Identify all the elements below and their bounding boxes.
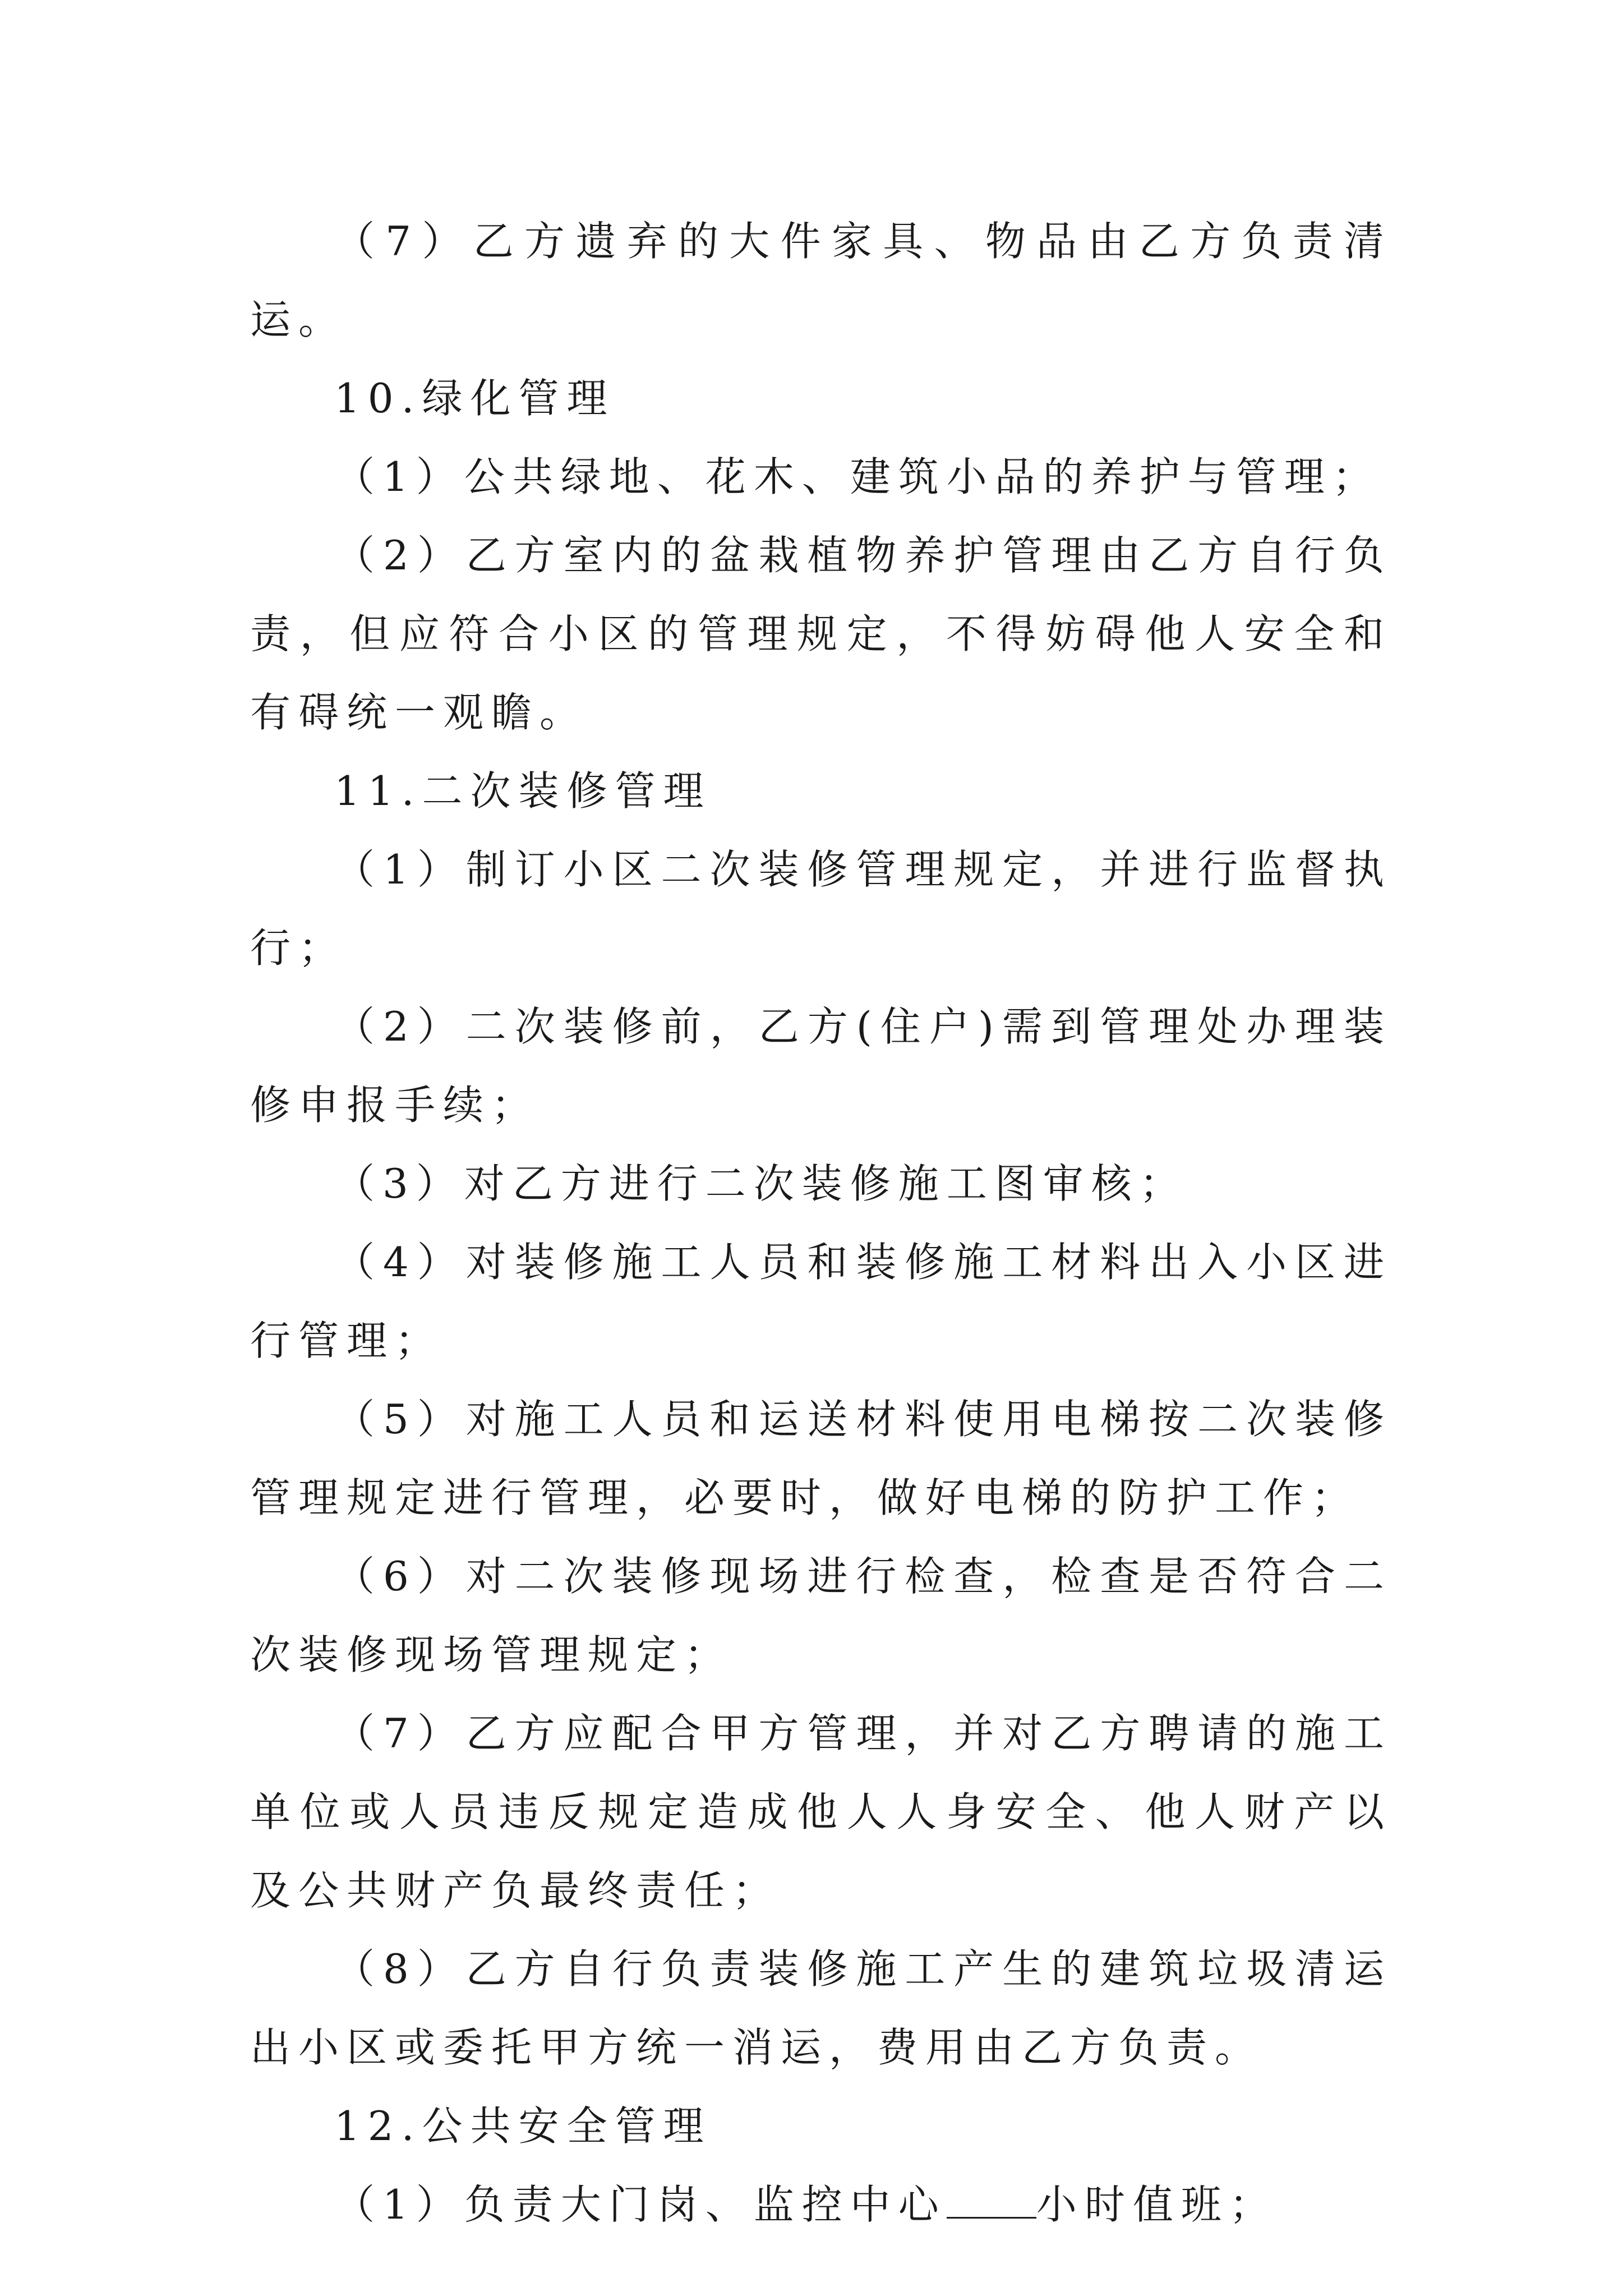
clause-paragraph: （1）公共绿地、花木、建筑小品的养护与管理； (334, 453, 1381, 500)
document-body (250, 202, 1392, 2244)
clause-paragraph: （1）制订小区二次装修管理规定，并进行监督执行； (250, 846, 1392, 972)
clause-paragraph: （3）对乙方进行二次装修施工图审核； (334, 1160, 1188, 1207)
clause-paragraph: （7）乙方应配合甲方管理，并对乙方聘请的施工单位或人员违反规定造成他人人身安全、他人财产以及公共财产负最终责任； (250, 1710, 1392, 1914)
section-heading: 10.绿化管理 (334, 375, 615, 422)
clause-paragraph: （4）对装修施工人员和装修施工材料出入小区进行管理； (250, 1239, 1392, 1364)
clause-text-after-blank: 小时值班； (1036, 2181, 1278, 2228)
clause-paragraph: （7）乙方遗弃的大件家具、物品由乙方负责清运。 (250, 218, 1392, 343)
fill-in-blank (947, 2182, 1036, 2219)
clause-text-before-blank: （1）负责大门岗、监控中心 (334, 2181, 947, 2228)
clause-paragraph-with-blank (250, 2165, 1392, 2244)
clause-paragraph: （8）乙方自行负责装修施工产生的建筑垃圾清运出小区或委托甲方统一消运，费用由乙方负责。 (250, 1945, 1392, 2071)
clause-paragraph: （2）乙方室内的盆栽植物养护管理由乙方自行负责，但应符合小区的管理规定，不得妨碍他人安全和有碍统一观瞻。 (250, 532, 1392, 736)
clause-paragraph: （2）二次装修前，乙方(住户)需到管理处办理装修申报手续； (250, 1003, 1392, 1129)
section-heading: 11.二次装修管理 (334, 767, 712, 815)
clause-paragraph: （5）对施工人员和运送材料使用电梯按二次装修管理规定进行管理，必要时，做好电梯的防护工作； (250, 1396, 1392, 1521)
section-heading: 12.公共安全管理 (334, 2102, 712, 2150)
clause-paragraph: （6）对二次装修现场进行检查，检查是否符合二次装修现场管理规定； (250, 1553, 1392, 1678)
